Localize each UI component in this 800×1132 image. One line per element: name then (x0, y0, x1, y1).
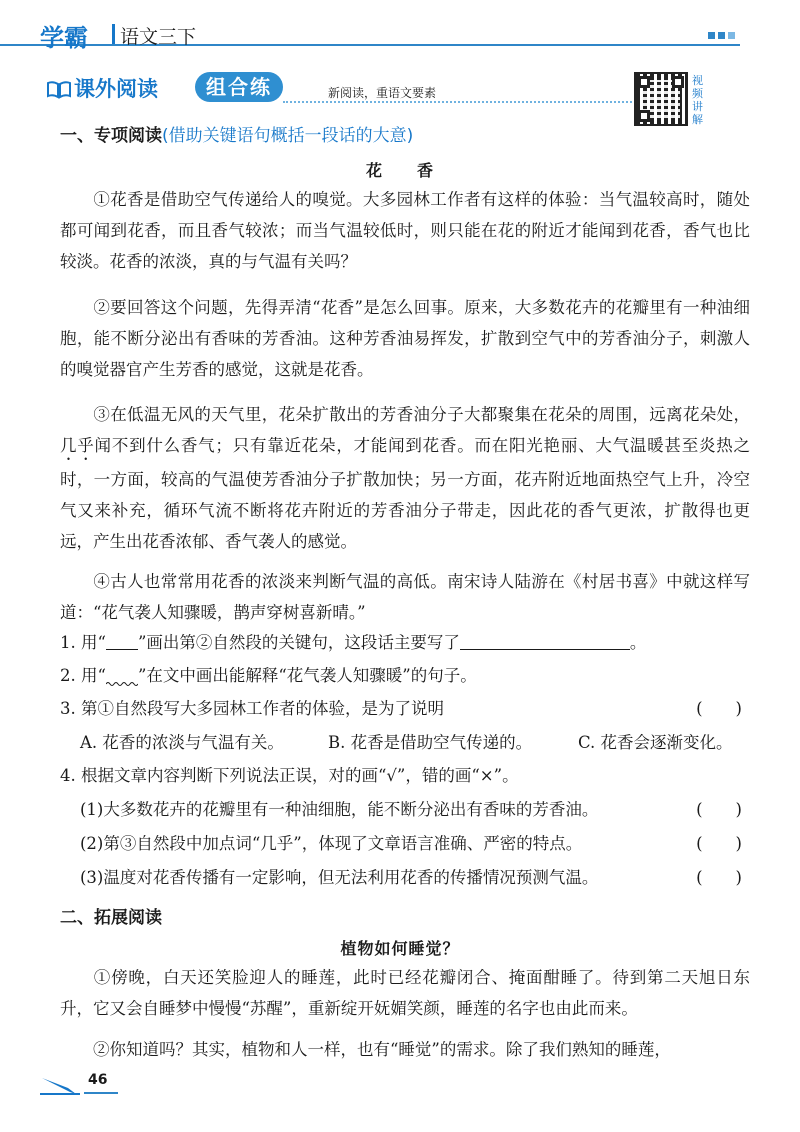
answer-paren[interactable]: ( ) (696, 834, 742, 853)
open-book-icon (46, 80, 72, 100)
answer-paren[interactable]: ( ) (696, 800, 742, 819)
paragraph-2 (60, 292, 750, 385)
paragraph-1 (60, 184, 750, 277)
question-text: ”在文中画出能解释“花气袭人知骤暖”的句子。 (137, 666, 477, 685)
subject-label: 语文三下 (120, 26, 197, 48)
decor-square-icon (708, 32, 715, 39)
section-heading-1 (60, 121, 413, 146)
question-3 (60, 699, 750, 719)
question-2 (60, 666, 750, 686)
paragraph-text: ①花香是借助空气传递给人的嗅觉。大多园林工作者有这样的体验：当气温较高时，随处都可闻到花香，而且香气较浓；而当气温较低时，则只能在花的附近才能闻到花香，香气也比较淡。花香的浓淡，真的与气温有关吗？ (60, 190, 750, 271)
qr-code-icon[interactable] (634, 72, 688, 126)
paragraph-s2-1 (60, 962, 750, 1024)
article-title: 花 香 (365, 161, 434, 180)
paragraph-text: 闻不到什么香气；只有靠近花朵，才能闻到花香。而在阳光艳丽、大气温暖甚至炎热之时，一方面，较高的气温使芳香油分子扩散加快；另一方面，花卉附近地面热空气上升，冷空气又来补充，循环气流不断将花卉附近的芳香油分子带走，因此花的香气更浓，扩散得也更远，产生出花香浓郁、香气袭人的感觉。 (60, 436, 751, 551)
underline-sample (106, 633, 138, 650)
question-text: ”画出第②自然段的关键句，这段话主要写了 (137, 633, 460, 652)
page-number: 46 (88, 1072, 108, 1088)
section-heading-text: 一、专项阅读 (60, 126, 162, 146)
page-number-underline (84, 1092, 118, 1094)
video-explain-label: 视频讲解 (692, 74, 703, 126)
emphasized-word: 几乎 (60, 436, 95, 455)
option-c[interactable]: C. 花香会逐渐变化。 (578, 733, 733, 752)
decor-square-icon (728, 32, 735, 39)
wavy-underline-sample (106, 667, 138, 683)
banner-subtitle: 新阅读，重语文要素 (328, 86, 437, 100)
question-4-item-1 (80, 800, 750, 820)
paragraph-text: ③在低温无风的天气里，花朵扩散出的芳香油分子大都聚集在花朵的周围，远离花朵处， (93, 405, 750, 424)
question-text: 。 (629, 633, 647, 652)
question-4-item-3 (80, 868, 750, 888)
pen-icon (40, 1076, 84, 1096)
question-1 (60, 633, 750, 653)
brand-logo: 学霸 (40, 24, 88, 52)
question-4-item-2 (80, 834, 750, 854)
answer-paren[interactable]: ( ) (696, 699, 742, 718)
question-text: 2. 用“ (60, 666, 106, 685)
question-text: 1. 用“ (60, 633, 106, 652)
paragraph-s2-2 (60, 1034, 750, 1065)
paragraph-3 (60, 399, 750, 557)
statement-text: (3)温度对花香传播有一定影响，但无法利用花香的传播情况预测气温。 (80, 868, 599, 887)
section-banner-title: 课外阅读 (74, 77, 158, 101)
option-a[interactable]: A. 花香的浓淡与气温有关。 (80, 733, 284, 752)
answer-blank[interactable] (460, 633, 630, 650)
paragraph-4 (60, 566, 750, 628)
question-4: 4. 根据文章内容判断下列说法正误，对的画“√”，错的画“×”。 (60, 766, 519, 785)
section-heading-2: 二、拓展阅读 (60, 908, 162, 928)
banner-divider (283, 101, 643, 103)
decor-square-icon (718, 32, 725, 39)
question-text: 3. 第①自然段写大多园林工作者的体验，是为了说明 (60, 699, 444, 718)
option-b[interactable]: B. 花香是借助空气传递的。 (328, 733, 533, 752)
statement-text: (1)大多数花卉的花瓣里有一种油细胞，能不断分泌出有香味的芳香油。 (80, 800, 599, 819)
statement-text: (2)第③自然段中加点词“几乎”，体现了文章语言准确、严密的特点。 (80, 834, 583, 853)
section-note: (借助关键语句概括一段话的大意) (162, 126, 414, 146)
banner-pill: 组合练 (195, 72, 283, 102)
header-rule (0, 44, 740, 46)
answer-paren[interactable]: ( ) (696, 868, 742, 887)
paragraph-text: ②要回答这个问题，先得弄清“花香”是怎么回事。原来，大多数花卉的花瓣里有一种油细胞，能不断分泌出有香味的芳香油。这种芳香油易挥发，扩散到空气中的芳香油分子，刺激人的嗅觉器官产生芳香的感觉，这就是花香。 (60, 298, 750, 379)
logo-divider (112, 24, 115, 44)
paragraph-text: ②你知道吗？其实，植物和人一样，也有“睡觉”的需求。除了我们熟知的睡莲， (93, 1040, 671, 1059)
article-title-2: 植物如何睡觉？ (340, 939, 460, 958)
paragraph-text: ①傍晚，白天还笑脸迎人的睡莲，此时已经花瓣闭合、掩面酣睡了。待到第二天旭日东升，它又会自睡梦中慢慢“苏醒”，重新绽开妩媚笑颜，睡莲的名字也由此而来。 (60, 968, 750, 1018)
paragraph-text: ④古人也常常用花香的浓淡来判断气温的高低。南宋诗人陆游在《村居书喜》中就这样写道：“花气袭人知骤暖，鹊声穿树喜新晴。” (60, 572, 750, 622)
